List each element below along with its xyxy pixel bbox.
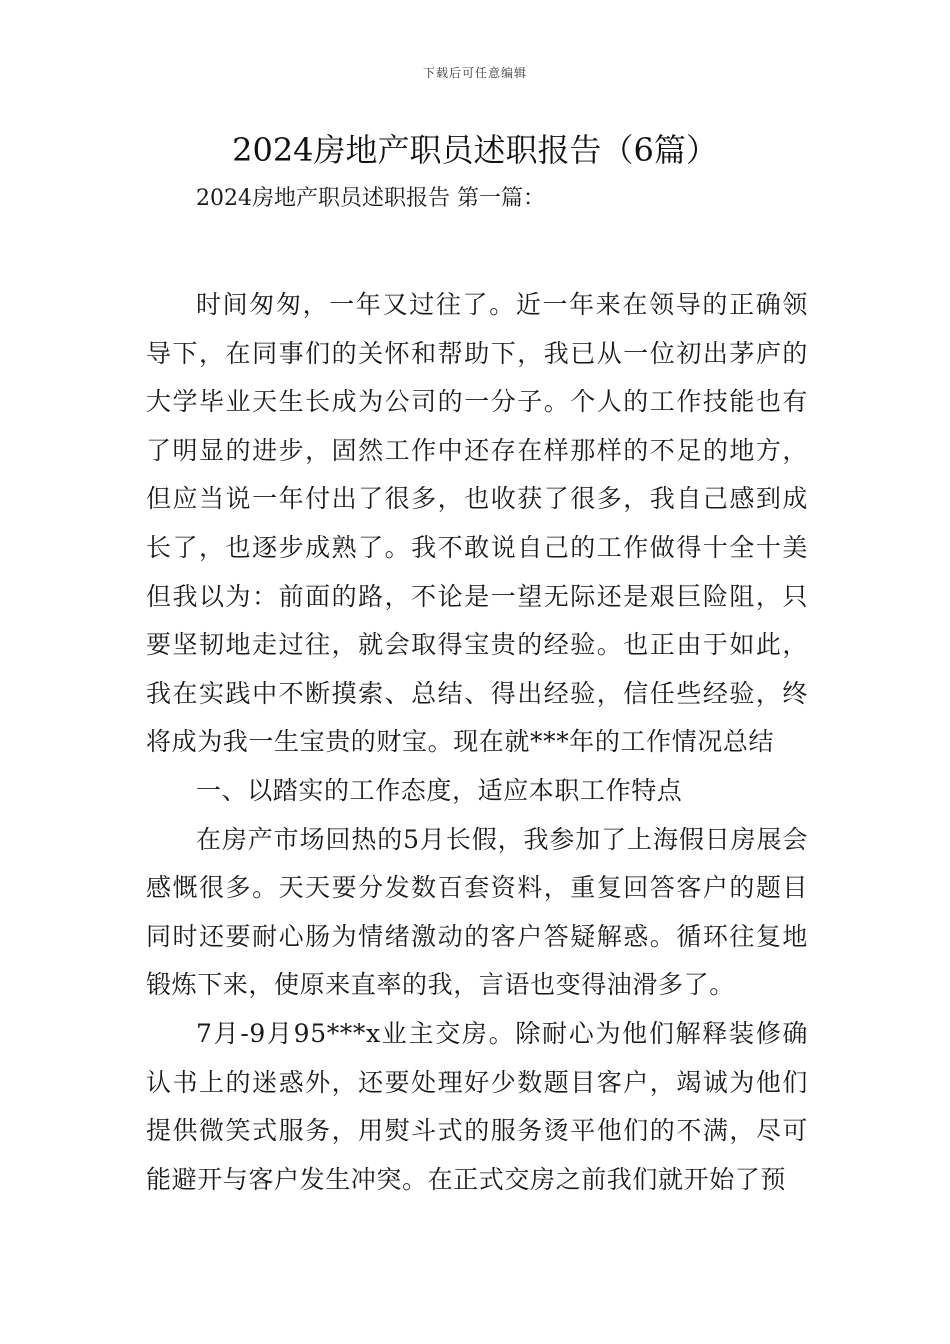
paragraph-handover: 7月-9月95***x业主交房。除耐心为他们解释装修确认书上的迷惑外，还要处理好少数题目客户，竭诚为他们提供微笑式服务，用熨斗式的服务烫平他们的不满，尽可能避开与客户发生冲突。在正式交房之前我们就开始了预: [146, 1018, 808, 1194]
document-body: [146, 281, 808, 1204]
paragraph-intro: 时间匆匆，一年又过往了。近一年来在领导的正确领导下，在同事们的关怀和帮助下，我已从一位初出茅庐的大学毕业天生长成为公司的一分子。个人的工作技能也有了明显的进步，固然工作中还存在样那样的不足的地方，但应当说一年付出了很多，也收获了很多，我自己感到成长了，也逐步成熟了。我不敢说自己的工作做得十全十美但我以为：前面的路，不论是一望无际还是艰巨险阻，只要坚韧地走过往，就会取得宝贵的经验。也正由于如此，我在实践中不断摸索、总结、得出经验，信任些经验，终将成为我一生宝贵的财宝。现在就***年的工作情况总结: [146, 290, 808, 757]
paragraph-heading-one: 一、以踏实的工作态度，适应本职工作特点: [196, 775, 683, 805]
header-note: 下载后可任意编辑: [422, 66, 527, 80]
document-title: 2024房地产职员述职报告（6篇）: [232, 131, 718, 169]
paragraph-house-fair: 在房产市场回热的5月长假，我参加了上海假日房展会感慨很多。天天要分发数百套资料，重复回答客户的题目同时还要耐心肠为情绪激动的客户答疑解惑。循环往复地锻炼下来，使原来直率的我，言语也变得油滑多了。: [146, 824, 808, 1000]
section-heading: 2024房地产职员述职报告 第一篇：: [196, 186, 545, 211]
